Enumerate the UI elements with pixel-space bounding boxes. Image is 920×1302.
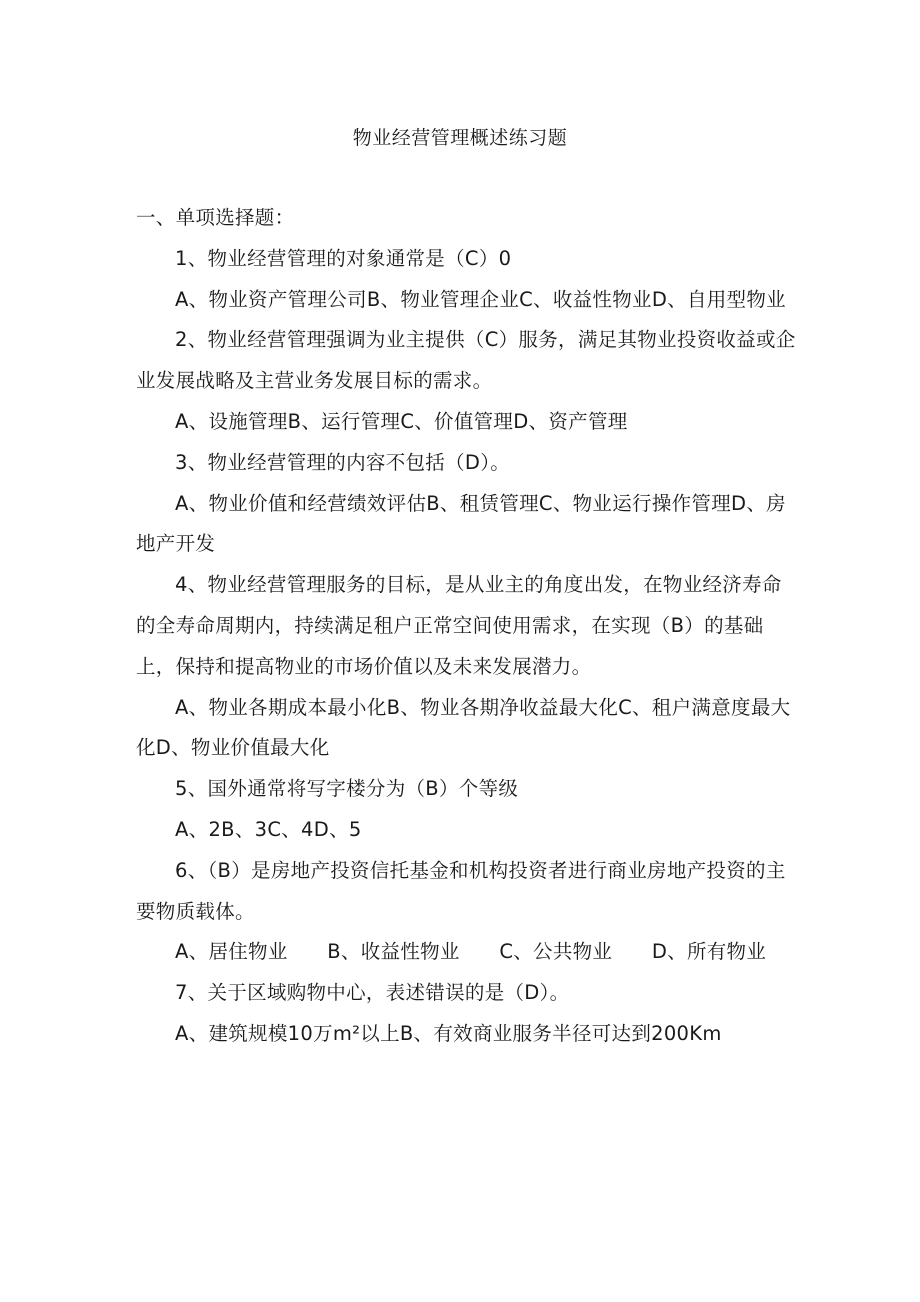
question-7-options: A、建筑规模10万m²以上B、有效商业服务半径可达到200Km (175, 1021, 722, 1045)
question-3-options: A、物业价值和经营绩效评估B、租赁管理C、物业运行操作管理D、房地产开发 (136, 491, 786, 556)
question-1-options: A、物业资产管理公司B、物业管理企业C、收益性物业D、自用型物业 (175, 287, 786, 311)
document-body (136, 198, 796, 1055)
question-2: 2、物业经营管理强调为业主提供（C）服务，满足其物业投资收益或企业发展战略及主营业务发展目标的需求。 (136, 328, 796, 393)
question-5-options: A、2B、3C、4D、5 (175, 817, 362, 841)
section-heading: 一、单项选择题： (136, 206, 295, 229)
question-7: 7、关于区域购物中心，表述错误的是（D）。 (175, 981, 570, 1005)
question-5: 5、国外通常将写字楼分为（B）个等级 (175, 777, 519, 801)
question-2-options: A、设施管理B、运行管理C、价值管理D、资产管理 (175, 409, 628, 433)
page-title: 物业经营管理概述练习题 (352, 127, 568, 149)
question-4: 4、物业经营管理服务的目标，是从业主的角度出发，在物业经济寿命的全寿命周期内，持续满足租户正常空间使用需求，在实现（B）的基础上，保持和提高物业的市场价值以及未来发展潜力。 (136, 573, 782, 678)
question-6: 6、（B）是房地产投资信托基金和机构投资者进行商业房地产投资的主要物质载体。 (136, 858, 786, 923)
question-3: 3、物业经营管理的内容不包括（D）。 (175, 450, 511, 474)
question-1: 1、物业经营管理的对象通常是（C）0 (175, 246, 512, 270)
question-6-options: A、居住物业 B、收益性物业 C、公共物业 D、所有物业 (175, 940, 767, 964)
question-4-options: A、物业各期成本最小化B、物业各期净收益最大化C、租户满意度最大化D、物业价值最大化 (136, 695, 791, 760)
